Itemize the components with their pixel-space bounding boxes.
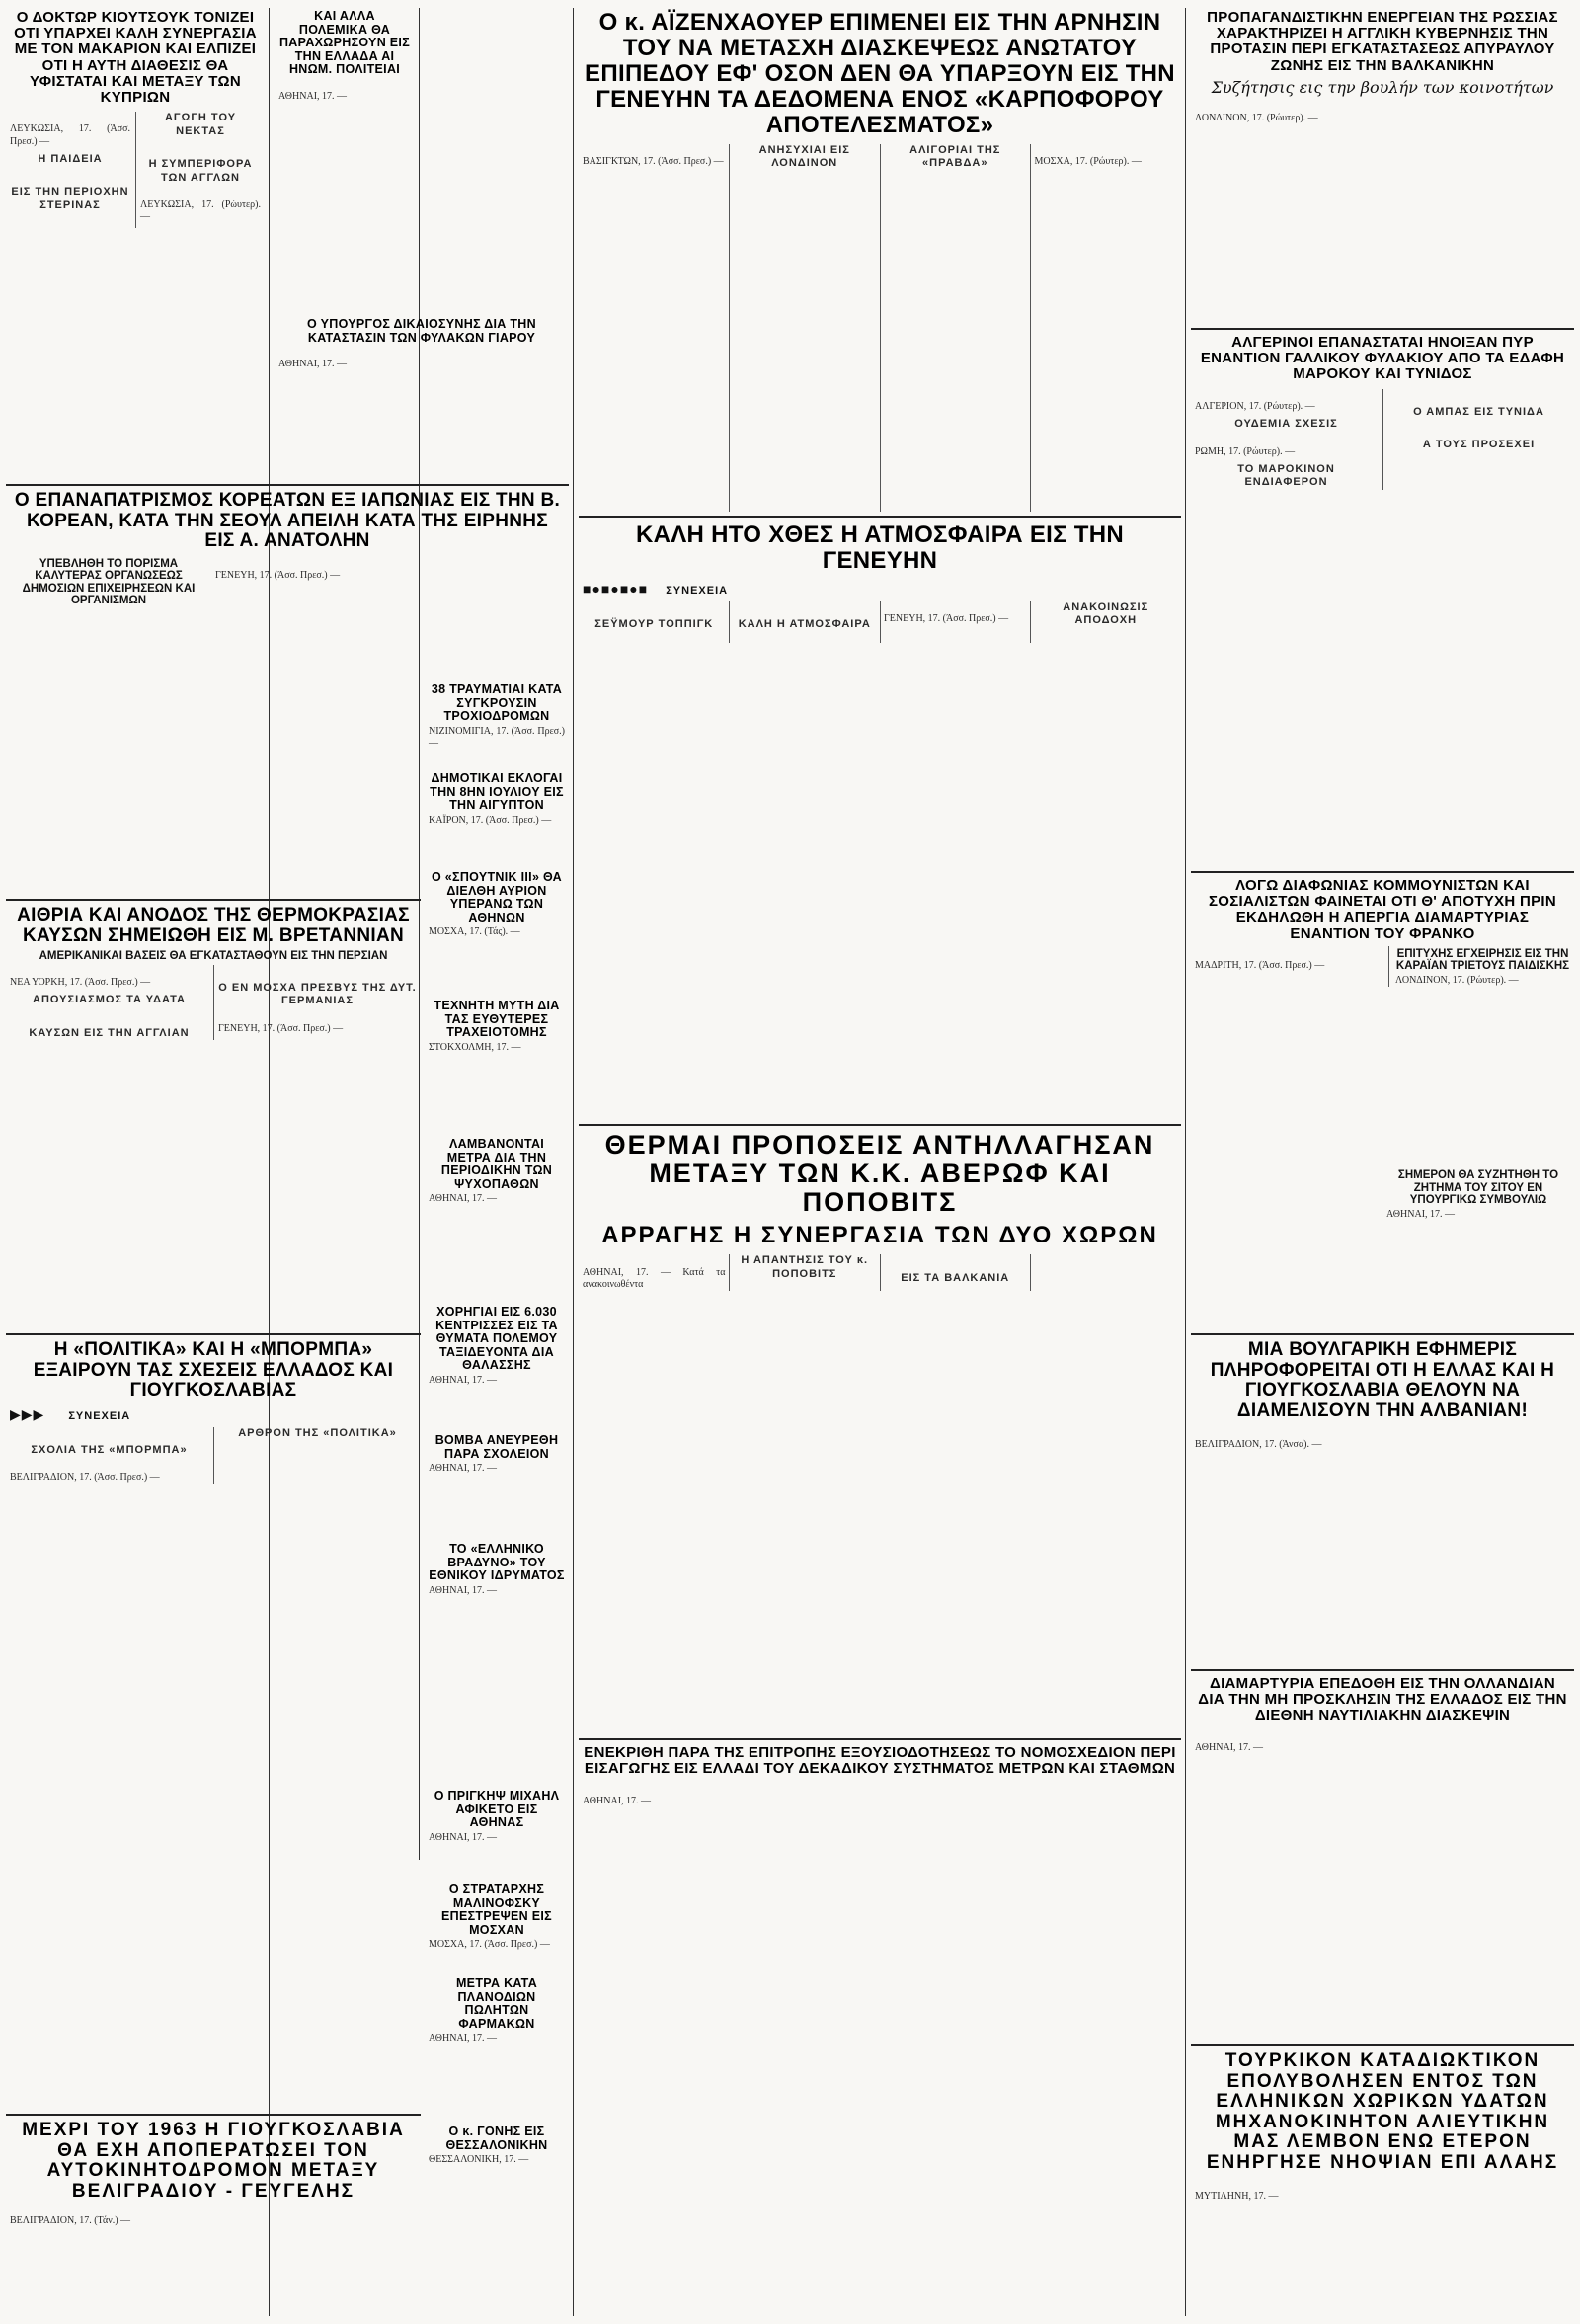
dateline: ΜΟΣΧΑ, 17. (Άσσ. Πρεσ.) — xyxy=(429,1939,550,1950)
article-body xyxy=(1195,2179,1570,2203)
article-algeria xyxy=(1191,333,1574,866)
dateline: ΜΑΔΡΙΤΗ, 17. (Άσσ. Πρεσ.) — xyxy=(1195,959,1325,971)
rule xyxy=(1191,2044,1574,2046)
article-farmaka xyxy=(425,1975,569,2114)
dateline: ΛΟΝΔΙΝΟΝ, 17. (Ρώυτερ). — xyxy=(1395,975,1519,987)
dateline: ΑΘΗΝΑΙ, 17. — xyxy=(278,359,348,370)
article-vomva xyxy=(425,1432,569,1531)
headline: ΔΗΜΟΤΙΚΑΙ ΕΚΛΟΓΑΙ ΤΗΝ 8ΗΝ ΙΟΥΛΙΟΥ ΕΙΣ ΤΗΝ ΑΙΓΥΠΤΟΝ xyxy=(430,771,564,812)
article-politika xyxy=(6,1338,421,2109)
rule xyxy=(6,1333,421,1335)
article-eisenhower xyxy=(579,8,1181,512)
dateline: ΑΘΗΝΑΙ, 17. — xyxy=(429,1463,498,1474)
headline: 38 ΤΡΑΥΜΑΤΙΑΙ ΚΑΤΑ ΣΥΓΚΡΟΥΣΙΝ ΤΡΟΧΙΟΔΡΟΜΩΝ xyxy=(431,682,563,723)
dateline: ΝΙΖΙΝΟΜΙΓΙΑ, 17. (Άσσ. Πρεσ.) — xyxy=(429,725,565,749)
dateline: ΝΕΑ ΥΟΡΚΗ, 17. (Άσσ. Πρεσ.) — xyxy=(10,976,151,988)
article-kioutsouk xyxy=(6,8,265,482)
subhead: ΑΝΗΣΥΧΙΑΙ ΕΙΣ ΛΟΝΔΙΝΟΝ xyxy=(758,143,850,169)
article-body xyxy=(429,1193,565,1205)
rule xyxy=(6,2114,421,2116)
headline: ΤΟ «ΕΛΛΗΝΙΚΟ ΒΡΑΔΥΝΟ» ΤΟΥ ΕΘΝΙΚΟΥ ΙΔΡΥΜΑΤΟΣ xyxy=(429,1542,565,1582)
article-body xyxy=(429,1939,565,1951)
article-body xyxy=(278,79,411,103)
subhead: Η ΑΠΑΝΤΗΣΙΣ ΤΟΥ κ. ΠΟΠΟΒΙΤΣ xyxy=(741,1254,869,1280)
sidebar-headline: ΕΠΙΤΥΧΗΣ ΕΓΧΕΙΡΗΣΙΣ ΕΙΣ ΤΗΝ ΚΑΡΑΪΑΝ ΤΡΙΕΤΟΥΣ ΠΑΙΔΙΣΚΗΣ xyxy=(1395,947,1570,973)
dateline: ΓΕΝΕΥΗ, 17. (Άσσ. Πρεσ.) — xyxy=(215,569,341,581)
dateline: ΛΟΝΔΙΝΟΝ, 17. (Ρώυτερ). — xyxy=(1195,112,1318,123)
article-body xyxy=(1386,1209,1570,1221)
headline: Ο ΣΤΡΑΤΑΡΧΗΣ ΜΑΛΙΝΟΦΣΚΥ ΕΠΕΣΤΡΕΨΕΝ ΕΙΣ ΜΟΣΧΑΝ xyxy=(441,1883,552,1937)
headline: ΕΝΕΚΡΙΘΗ ΠΑΡΑ ΤΗΣ ΕΠΙΤΡΟΠΗΣ ΕΞΟΥΣΙΟΔΟΤΗΣΕΩΣ ΤΟ ΝΟΜΟΣΧΕΔΙΟΝ ΠΕΡΙ ΕΙΣΑΓΩΓΗΣ ΕΙΣ ΕΛΛΑΔΙ ΤΟΥ ΔΕΚΑΔΙΚΟΥ ΣΥΣΤΗΜΑΤΟΣ ΜΕΤΡΩΝ ΚΑΙ ΣΤΑΘΜΩΝ xyxy=(584,1744,1176,1778)
article-polemika xyxy=(275,8,415,304)
article-body xyxy=(429,1042,565,1054)
dateline: ΓΕΝΕΥΗ, 17. (Άσσ. Πρεσ.) — xyxy=(218,1022,344,1034)
article-body xyxy=(1195,1427,1570,1451)
dateline: ΜΟΣΧΑ, 17. (Ρώυτερ). — xyxy=(1034,155,1142,167)
article-body xyxy=(429,726,565,750)
dot-ornament-icon: ■●■●■●■ xyxy=(583,582,649,598)
article-body xyxy=(10,1427,417,1484)
subhead: ΤΟ ΜΑΡΟΚΙΝΟΝ ΕΝΔΙΑΦΕΡΟΝ xyxy=(1237,462,1335,489)
rule xyxy=(579,516,1181,518)
article-lamvanontai xyxy=(425,1136,569,1294)
article-vouligariki xyxy=(1191,1338,1574,1664)
headline: Ο ΕΠΑΝΑΠΑΤΡΙΣΜΟΣ ΚΟΡΕΑΤΩΝ ΕΞ ΙΑΠΩΝΙΑΣ ΕΙΣ ΤΗΝ Β. ΚΟΡΕΑΝ, ΚΑΤΑ ΤΗΝ ΣΕΟΥΛ ΑΠΕΙΛΗ ΚΑΤΑ ΤΗΣ ΕΙΡΗΝΗΣ ΕΙΣ Α. ΑΝΑΤΟΛΗΝ xyxy=(14,490,561,552)
headline: ΤΕΧΝΗΤΗ ΜΥΤΗ ΔΙΑ ΤΑΣ ΕΥΘΥΤΕΡΕΣ ΤΡΑΧΕΙΟΤΟΜΗΣ xyxy=(434,999,560,1039)
article-thermai-proposeis xyxy=(579,1129,1181,1731)
rule xyxy=(579,1738,1181,1740)
dateline: ΚΑΪΡΟΝ, 17. (Άσσ. Πρεσ.) — xyxy=(429,814,552,826)
headline: ΜΙΑ ΒΟΥΛΓΑΡΙΚΗ ΕΦΗΜΕΡΙΣ ΠΛΗΡΟΦΟΡΕΙΤΑΙ ΟΤΙ Η ΕΛΛΑΣ ΚΑΙ Η ΓΙΟΥΓΚΟΣΛΑΒΙΑ ΘΕΛΟΥΝ ΝΑ ΔΙΑΜΕΛΙΣΟΥΝ ΤΗΝ ΑΛΒΑΝΙΑΝ! xyxy=(1210,1339,1555,1421)
kicker: ΣΥΝΕΧΕΙΑ xyxy=(666,584,729,597)
subhead: ΑΓΩΓΗ ΤΟΥ ΝΕΚΤΑΣ xyxy=(164,112,237,137)
headline: Η «ΠΟΛΙΤΙΚΑ» ΚΑΙ Η «ΜΠΟΡΜΠΑ» ΕΞΑΙΡΟΥΝ ΤΑΣ ΣΧΕΣΕΙΣ ΕΛΛΑΔΟΣ ΚΑΙ ΓΙΟΥΓΚΟΣΛΑΒΙΑΣ xyxy=(33,1339,394,1402)
article-body xyxy=(429,1832,565,1844)
article-body xyxy=(583,1254,1177,1291)
headline: ΑΛΓΕΡΙΝΟΙ ΕΠΑΝΑΣΤΑΤΑΙ ΗΝΟΙΞΑΝ ΠΥΡ ΕΝΑΝΤΙΟΝ ΓΑΛΛΙΚΟΥ ΦΥΛΑΚΙΟΥ ΑΠΟ ΤΑ ΕΔΑΦΗ ΜΑΡΟΚΟΥ ΚΑΙ ΤΥΝΙΔΟΣ xyxy=(1200,334,1565,383)
article-sputnik xyxy=(425,869,569,988)
article-ypourgos xyxy=(275,316,569,464)
script-subtitle: Συζήτησις εις την βουλήν των κοινοτήτων xyxy=(1211,77,1554,97)
article-malinofski xyxy=(425,1882,569,1970)
subhead: Η ΠΑΙΔΕΙΑ xyxy=(38,152,103,165)
dateline: ΒΕΛΙΓΡΑΔΙΟΝ, 17. (Άνσα). — xyxy=(1195,1439,1322,1451)
dateline: ΜΟΣΧΑ, 17. (Τάς). — xyxy=(429,926,520,937)
subhead: ΑΠΟΥΣΙΑΣΜΟΣ ΤΑ ΥΔΑΤΑ xyxy=(33,994,186,1006)
rule xyxy=(1191,1333,1574,1335)
dateline: ΘΕΣΣΑΛΟΝΙΚΗ, 17. — xyxy=(429,2154,529,2165)
deck: ΑΜΕΡΙΚΑΝΙΚΑΙ ΒΑΣΕΙΣ ΘΑ ΕΓΚΑΤΑΣΤΑΘΟΥΝ ΕΙΣ ΤΗΝ ΠΕΡΣΙΑΝ xyxy=(39,950,388,963)
headline-secondary: ΑΡΡΑΓΗΣ Η ΣΥΝΕΡΓΑΣΙΑ ΤΩΝ ΔΥΟ ΧΩΡΩΝ xyxy=(601,1222,1158,1249)
article-body xyxy=(1195,389,1570,490)
rule xyxy=(1191,1669,1574,1671)
article-trauma xyxy=(425,681,569,761)
dateline: ΑΘΗΝΑΙ, 17. — xyxy=(429,1193,498,1204)
headline: ΑΙΘΡΙΑ ΚΑΙ ΑΝΟΔΟΣ ΤΗΣ ΘΕΡΜΟΚΡΑΣΙΑΣ ΚΑΥΣΩΝ ΣΗΜΕΙΩΘΗ ΕΙΣ Μ. ΒΡΕΤΑΝΝΙΑΝ xyxy=(17,905,410,946)
dateline: ΑΛΓΕΡΙΟΝ, 17. (Ρώυτερ). — xyxy=(1195,400,1315,412)
dateline: ΒΑΣΙΓΚΤΩΝ, 17. (Άσσ. Πρεσ.) — xyxy=(583,155,724,167)
dateline: ΑΘΗΝΑΙ, 17. — xyxy=(278,90,348,102)
headline: ΚΑΙ ΑΛΛΑ ΠΟΛΕΜΙΚΑ ΘΑ ΠΑΡΑΧΩΡΗΣΟΥΝ ΕΙΣ ΤΗΝ ΕΛΛΑΔΑ ΑΙ ΗΝΩΜ. ΠΟΛΙΤΕΙΑΙ xyxy=(278,9,411,76)
article-body xyxy=(10,965,417,1040)
dateline: ΑΘΗΝΑΙ, 17. — xyxy=(429,1584,498,1596)
subhead: ΑΝΑΚΟΙΝΩΣΙΣ ΑΠΟΔΟΧΗ xyxy=(1063,601,1149,627)
article-enekrithi xyxy=(579,1743,1181,2316)
article-body xyxy=(583,601,1177,643)
dateline: ΒΕΛΙΓΡΑΔΙΟΝ, 17. (Άσσ. Πρεσ.) — xyxy=(10,1472,160,1483)
article-body xyxy=(1195,948,1381,987)
dateline: ΑΘΗΝΑΙ, 17. — xyxy=(1386,1208,1456,1220)
dateline: ΑΘΗΝΑΙ, 17. — Κατά τα ανακοινωθέντα xyxy=(583,1266,726,1290)
subhead: ΣΧΟΛΙΑ ΤΗΣ «ΜΠΟΡΜΠΑ» xyxy=(31,1443,188,1456)
subhead: Ο ΕΝ ΜΟΣΧΑ ΠΡΕΣΒΥΣ ΤΗΣ ΔΥΤ. ΓΕΡΜΑΝΙΑΣ xyxy=(218,981,417,1007)
article-body xyxy=(1195,101,1570,124)
article-sitou xyxy=(1382,1165,1574,1323)
article-prigkips xyxy=(425,1788,569,1877)
subhead: Ο ΑΜΠΑΣ ΕΙΣ ΤΥΝΙΔΑ xyxy=(1413,405,1544,418)
column-rule xyxy=(1185,8,1186,2316)
dateline: ΑΘΗΝΑΙ, 17. — xyxy=(583,1795,652,1806)
dateline: ΑΘΗΝΑΙ, 17. — xyxy=(429,2033,498,2044)
article-body xyxy=(429,2154,565,2166)
rule xyxy=(6,899,421,901)
article-thermokrasia xyxy=(6,904,421,1328)
article-tourkika xyxy=(1191,2049,1574,2316)
dateline: ΑΘΗΝΑΙ, 17. — xyxy=(429,1374,498,1386)
headline: ΛΑΜΒΑΝΟΝΤΑΙ ΜΕΤΡΑ ΔΙΑ ΤΗΝ ΠΕΡΙΟΔΙΚΗΝ ΤΩΝ ΨΥΧΟΠΑΘΩΝ xyxy=(440,1137,553,1191)
subhead: ΑΡΘΡΟΝ ΤΗΣ «ΠΟΛΙΤΙΚΑ» xyxy=(238,1426,397,1439)
subhead: ΕΙΣ ΤΑ ΒΑΛΚΑΝΙΑ xyxy=(901,1271,1010,1284)
article-body xyxy=(429,1463,565,1475)
article-body xyxy=(429,1375,565,1387)
headline: Ο «ΣΠΟΥΤΝΙΚ ΙΙΙ» ΘΑ ΔΙΕΛΘΗ ΑΥΡΙΟΝ ΥΠΕΡΑΝΩ ΤΩΝ ΑΘΗΝΩΝ xyxy=(432,870,562,924)
headline: Ο κ. ΑΪΖΕΝΧΑΟΥΕΡ ΕΠΙΜΕΝΕΙ ΕΙΣ ΤΗΝ ΑΡΝΗΣΙΝ ΤΟΥ ΝΑ ΜΕΤΑΣΧΗ ΔΙΑΣΚΕΨΕΩΣ ΑΝΩΤΑΤΟΥ ΕΠΙΠΕΔΟΥ ΕΦ' ΟΣΟΝ ΔΕΝ ΘΑ ΥΠΑΡΞΟΥΝ ΕΙΣ ΤΗΝ ΓΕΝΕΥΗΝ ΤΑ ΔΕΔΟΜΕΝΑ ΕΝΟΣ «ΚΑΡΠΟΦΟΡΟΥ ΑΠΟΤΕΛΕΣΜΑΤΟΣ» xyxy=(585,9,1175,138)
dateline: ΛΕΥΚΩΣΙΑ, 17. (Ρώυτερ). — xyxy=(140,200,261,223)
column-rule xyxy=(573,8,574,2316)
headline: ΒΟΜΒΑ ΑΝΕΥΡΕΘΗ ΠΑΡΑ ΣΧΟΛΕΙΟΝ xyxy=(434,1433,559,1461)
headline: Ο ΥΠΟΥΡΓΟΣ ΔΙΚΑΙΟΣΥΝΗΣ ΔΙΑ ΤΗΝ ΚΑΤΑΣΤΑΣΙΝ ΤΩΝ ΦΥΛΑΚΩΝ ΓΙΑΡΟΥ xyxy=(307,317,536,345)
dateline: ΑΘΗΝΑΙ, 17. — xyxy=(1195,1741,1264,1753)
headline: ΔΙΑΜΑΡΤΥΡΙΑ ΕΠΕΔΟΘΗ ΕΙΣ ΤΗΝ ΟΛΛΑΝΔΙΑΝ ΔΙΑ ΤΗΝ ΜΗ ΠΡΟΣΚΛΗΣΙΝ ΤΗΣ ΕΛΛΑΔΟΣ ΕΙΣ ΤΗΝ ΔΙΕΘΝΗ ΝΑΥΤΙΛΙΑΚΗΝ ΔΙΑΣΚΕΨΙΝ xyxy=(1198,1675,1567,1724)
headline: ΤΟΥΡΚΙΚΟΝ ΚΑΤΑΔΙΩΚΤΙΚΟΝ ΕΠΟΛΥΒΟΛΗΣΕΝ ΕΝΤΟΣ ΤΩΝ ΕΛΛΗΝΙΚΩΝ ΧΩΡΙΚΩΝ ΥΔΑΤΩΝ ΜΗΧΑΝΟΚΙΝΗΤΟΝ ΑΛΙΕΥΤΙΚΗΝ ΜΑΣ ΛΕΜΒΟΝ ΕΝΩ ΕΤΕΡΟΝ ΕΝΗΡΓΗΣΕ ΝΗΟΨΙΑΝ ΕΠΙ ΑΛΑΗΣ xyxy=(1206,2050,1559,2173)
article-xorigia xyxy=(425,1304,569,1422)
headline: ΠΡΟΠΑΓΑΝΔΙΣΤΙΚΗΝ ΕΝΕΡΓΕΙΑΝ ΤΗΣ ΡΩΣΣΙΑΣ ΧΑΡΑΚΤΗΡΙΖΕΙ Η ΑΓΓΛΙΚΗ ΚΥΒΕΡΝΗΣΙΣ ΤΗΝ ΠΡΟΤΑΣΙΝ ΠΕΡΙ ΕΓΚΑΤΑΣΤΑΣΕΩΣ ΑΠΥΡΑΥΛΟΥ ΖΩΝΗΣ ΕΙΣ ΤΗΝ ΒΑΛΚΑΝΙΚΗΝ xyxy=(1207,9,1558,74)
subhead: Η ΣΥΜΠΕΡΙΦΟΡΑ ΤΩΝ ΑΓΓΛΩΝ xyxy=(148,158,253,184)
rule xyxy=(579,1124,1181,1126)
dateline: ΜΥΤΙΛΗΝΗ, 17. — xyxy=(1195,2191,1279,2203)
subhead: Α ΤΟΥΣ ΠΡΟΣΕΧΕΙ xyxy=(1422,439,1536,451)
subhead: ΚΑΛΗ Η ΑΤΜΟΣΦΑΙΡΑ xyxy=(738,618,871,630)
dateline: ΒΕΛΙΓΡΑΔΙΟΝ, 17. (Τάν.) — xyxy=(10,2215,131,2227)
headline: ΧΟΡΗΓΙΑΙ ΕΙΣ 6.030 ΚΕΝΤΡΙΣΣΕΣ ΕΙΣ ΤΑ ΘΥΜΑΤΑ ΠΟΛΕΜΟΥ ΤΑΞΙΔΕΥΟΝΤΑ ΔΙΑ ΘΑΛΑΣΣΗΣ xyxy=(435,1305,558,1372)
kicker: ΣΥΝΕΧΕΙΑ xyxy=(68,1409,131,1422)
subhead: ΑΛΙΓΟΡΙΑΙ ΤΗΣ «ΠΡΑΒΔΑ» xyxy=(909,143,1001,169)
subhead: ΚΑΥΣΩΝ ΕΙΣ ΤΗΝ ΑΓΓΛΙΑΝ xyxy=(29,1026,190,1039)
headline: Ο ΔΟΚΤΩΡ ΚΙΟΥΤΣΟΥΚ ΤΟΝΙΖΕΙ ΟΤΙ ΥΠΑΡΧΕΙ ΚΑΛΗ ΣΥΝΕΡΓΑΣΙΑ ΜΕ ΤΟΝ ΜΑΚΑΡΙΟΝ ΚΑΙ ΕΛΠΙΖΕΙ ΟΤΙ Η ΑΥΤΗ ΔΙΑΘΕΣΙΣ ΘΑ ΥΦΙΣΤΑΤΑΙ ΚΑΙ ΜΕΤΑΞΥ ΤΩΝ ΚΥΠΡΙΩΝ xyxy=(14,9,257,106)
subhead: ΟΥΔΕΜΙΑ ΣΧΕΣΙΣ xyxy=(1234,417,1338,430)
article-propaganda xyxy=(1191,8,1574,324)
article-body xyxy=(429,2033,565,2044)
article-vradyno xyxy=(425,1541,569,1778)
article-body xyxy=(10,112,261,228)
article-body xyxy=(429,815,565,827)
article-body xyxy=(429,1585,565,1597)
article-diamartyria xyxy=(1191,1674,1574,2040)
article-gonhs xyxy=(425,2124,569,2316)
article-body xyxy=(278,347,565,370)
dateline: ΣΤΟΚΧΟΛΜΗ, 17. — xyxy=(429,1041,521,1053)
article-body xyxy=(583,144,1177,512)
dateline: ΡΩΜΗ, 17. (Ρώυτερ). — xyxy=(1195,445,1296,457)
article-dimotikes xyxy=(425,770,569,859)
article-kali-atmosfaira xyxy=(579,521,1181,1113)
headline: Ο κ. ΓΟΝΗΣ ΕΙΣ ΘΕΣΣΑΛΟΝΙΚΗΝ xyxy=(445,2124,548,2152)
article-body xyxy=(215,558,565,610)
triangle-ornament-icon: ▶▶▶ xyxy=(10,1407,45,1423)
rule xyxy=(1191,328,1574,330)
dateline: ΛΕΥΚΩΣΙΑ, 17. (Άσσ. Πρεσ.) — xyxy=(10,123,130,147)
byline: ΣΕΫΜΟΥΡ ΤΟΠΠΙΓΚ xyxy=(594,618,714,630)
deck: ΥΠΕΒΛΗΘΗ ΤΟ ΠΟΡΙΣΜΑ ΚΑΛΥΤΕΡΑΣ ΟΡΓΑΝΩΣΕΩΣ ΔΗΜΟΣΙΩΝ ΕΠΙΧΕΙΡΗΣΕΩΝ ΚΑΙ ΟΡΓΑΝΙΣΜΩΝ xyxy=(22,557,196,607)
subhead: ΕΙΣ ΤΗΝ ΠΕΡΙΟΧΗΝ ΣΤΕΡΙΝΑΣ xyxy=(11,186,129,211)
dateline: ΓΕΝΕΥΗ, 17. (Άσσ. Πρεσ.) — xyxy=(884,613,1009,624)
article-texnhth xyxy=(425,998,569,1126)
article-body xyxy=(583,1783,1177,1806)
headline: Ο ΠΡΙΓΚΗΨ ΜΙΧΑΗΛ ΑΦΙΚΕΤΟ ΕΙΣ ΑΘΗΝΑΣ xyxy=(434,1789,560,1829)
article-body xyxy=(1395,975,1570,987)
headline: ΚΑΛΗ ΗΤΟ ΧΘΕΣ Η ΑΤΜΟΣΦΑΙΡΑ ΕΙΣ ΤΗΝ ΓΕΝΕΥΗΝ xyxy=(635,521,1125,574)
article-body xyxy=(10,2204,417,2227)
article-giougkoslavia xyxy=(6,2119,421,2316)
headline: ΜΕΧΡΙ ΤΟΥ 1963 Η ΓΙΟΥΓΚΟΣΛΑΒΙΑ ΘΑ ΕΧΗ ΑΠΟΠΕΡΑΤΩΣΕΙ ΤΟΝ ΑΥΤΟΚΙΝΗΤΟΔΡΟΜΟΝ ΜΕΤΑΞΥ ΒΕΛΙΓΡΑΔΙΟΥ - ΓΕΥΓΕΛΗΣ xyxy=(22,2120,405,2202)
headline: ΛΟΓΩ ΔΙΑΦΩΝΙΑΣ ΚΟΜΜΟΥΝΙΣΤΩΝ ΚΑΙ ΣΟΣΙΑΛΙΣΤΩΝ ΦΑΙΝΕΤΑΙ ΟΤΙ Θ' ΑΠΟΤΥΧΗ ΠΡΙΝ ΕΚΔΗΛΩΘΗ Η ΑΠΕΡΓΙΑ ΔΙΑΜΑΡΤΥΡΙΑΣ ΕΝΑΝΤΙΟΝ ΤΟΥ ΦΡΑΝΚΟ xyxy=(1208,877,1557,942)
rule xyxy=(1191,871,1574,873)
article-body xyxy=(1195,1730,1570,1754)
rule xyxy=(6,484,569,486)
headline: ΘΕΡΜΑΙ ΠΡΟΠΟΣΕΙΣ ΑΝΤΗΛΛΑΓΗΣΑΝ ΜΕΤΑΞΥ ΤΩΝ Κ.Κ. ΑΒΕΡΩΦ ΚΑΙ ΠΟΠΟΒΙΤΣ xyxy=(604,1130,1155,1218)
article-body xyxy=(429,926,565,938)
headline: ΜΕΤΡΑ ΚΑΤΑ ΠΛΑΝΟΔΙΩΝ ΠΩΛΗΤΩΝ ΦΑΡΜΑΚΩΝ xyxy=(455,1976,538,2031)
dateline: ΑΘΗΝΑΙ, 17. — xyxy=(429,1831,498,1843)
headline: ΣΗΜΕΡΟΝ ΘΑ ΣΥΖΗΤΗΘΗ ΤΟ ΖΗΤΗΜΑ ΤΟΥ ΣΙΤΟΥ ΕΝ ΥΠΟΥΡΓΙΚΩ ΣΥΜΒΟΥΛΙΩ xyxy=(1397,1169,1559,1207)
